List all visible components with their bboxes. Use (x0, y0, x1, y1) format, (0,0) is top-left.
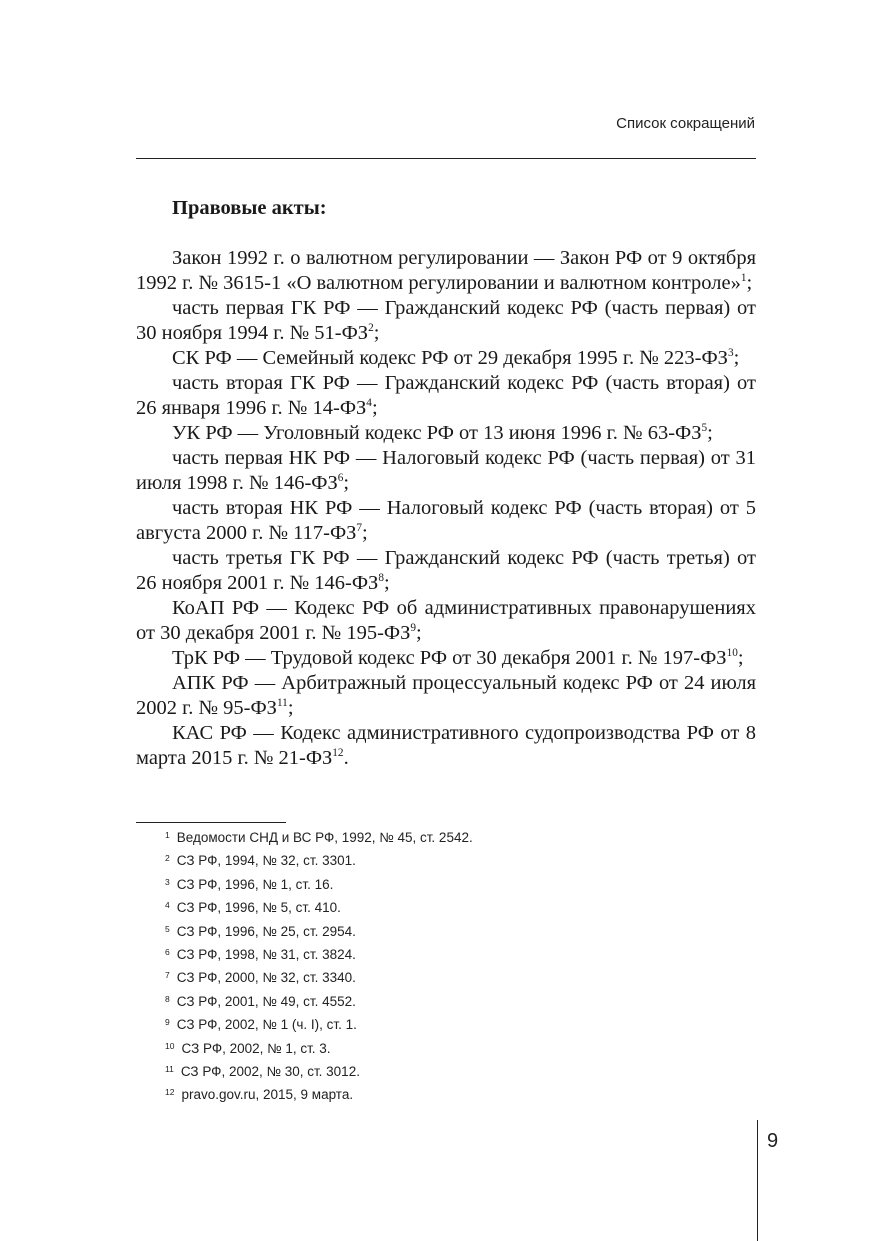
abbreviation-entry (136, 721, 756, 771)
entry-text: ТрК РФ — Трудовой кодекс РФ от 30 декабря 2001 г. № 197-ФЗ (172, 647, 727, 669)
footnote-text: СЗ РФ, 2000, № 32, ст. 3340. (176, 970, 356, 986)
entry-text: часть вторая ГК РФ — Гражданский кодекс РФ (часть вторая) от 26 января 1996 г. № 14-ФЗ (136, 372, 756, 419)
footnote-number: 8 (165, 993, 170, 1004)
abbreviation-entry (136, 546, 756, 596)
footnote-ref: 2 (368, 322, 374, 335)
footnote-ref: 8 (378, 572, 384, 585)
entry-terminator: ; (733, 347, 740, 369)
footnote-rule (136, 822, 286, 823)
entry-text: часть первая НК РФ — Налоговый кодекс РФ (часть первая) от 31 июля 1998 г. № 146-ФЗ (136, 447, 756, 494)
footnote-text: pravo.gov.ru, 2015, 9 марта. (181, 1087, 354, 1103)
entry-text: АПК РФ — Арбитражный процессуальный кодекс РФ от 24 июля 2002 г. № 95-ФЗ (136, 672, 756, 719)
footnote-text: СЗ РФ, 1996, № 1, ст. 16. (176, 876, 334, 892)
abbreviation-entry (136, 371, 756, 421)
header-rule (136, 158, 756, 159)
entry-terminator: ; (343, 472, 350, 494)
footnote-number: 5 (165, 923, 170, 934)
footnote-text: СЗ РФ, 2002, № 1 (ч. I), ст. 1. (176, 1017, 357, 1033)
running-header: Список сокращений (616, 115, 755, 132)
footnote (165, 1060, 725, 1083)
entry-text: КАС РФ — Кодекс административного судопроизводства РФ от 8 марта 2015 г. № 21-ФЗ (136, 722, 756, 769)
footnote (165, 990, 725, 1013)
entry-terminator: ; (416, 622, 422, 644)
footnote-number: 11 (165, 1064, 174, 1075)
footnote (165, 966, 725, 989)
footnote (165, 826, 725, 849)
footnote (165, 943, 725, 966)
entry-text: часть вторая НК РФ — Налоговый кодекс РФ (часть вторая) от 5 августа 2000 г. № 117-ФЗ (136, 497, 756, 544)
entry-text: Закон 1992 г. о валютном регулировании — Закон РФ от 9 октября 1992 г. № 3615-1 «О валютном регулировании и валютном контроле» (136, 247, 756, 294)
footnote-number: 6 (165, 947, 170, 958)
footnote-text: СЗ РФ, 1998, № 31, ст. 3824. (176, 947, 356, 963)
footnote-ref: 5 (701, 422, 708, 435)
footnote (165, 920, 725, 943)
entry-terminator: ; (707, 422, 713, 444)
footnote-ref: 3 (727, 347, 734, 360)
entry-terminator: . (343, 747, 349, 769)
footnote (165, 1037, 725, 1060)
abbreviation-entry (136, 246, 756, 296)
footnote-number: 7 (165, 970, 170, 981)
footnotes (165, 826, 725, 1107)
footnote-number: 4 (165, 900, 170, 911)
abbreviation-entry (136, 496, 756, 546)
entry-text: УК РФ — Уголовный кодекс РФ от 13 июня 1996 г. № 63-ФЗ (172, 422, 702, 444)
footnote-number: 1 (165, 830, 170, 840)
entry-terminator: ; (287, 697, 294, 719)
entry-text: часть третья ГК РФ — Гражданский кодекс РФ (часть третья) от 26 ноября 2001 г. № 146-ФЗ (136, 547, 756, 594)
page-number: 9 (767, 1130, 779, 1152)
entry-text: КоАП РФ — Кодекс РФ об административных правонарушениях от 30 декабря 2001 г. № 195-ФЗ (136, 597, 756, 644)
footnote-text: СЗ РФ, 1996, № 25, ст. 2954. (176, 923, 356, 939)
footnote-text: СЗ РФ, 2002, № 1, ст. 3. (181, 1040, 331, 1056)
footnote-text: СЗ РФ, 2001, № 49, ст. 4552. (176, 993, 356, 1009)
footnote (165, 1083, 725, 1106)
footnote (165, 896, 725, 919)
entry-terminator: ; (383, 572, 390, 594)
footnote-ref: 12 (332, 747, 344, 760)
footnote (165, 1013, 725, 1036)
footnote-ref: 6 (337, 472, 344, 485)
footnote-number: 9 (165, 1017, 170, 1028)
abbreviation-entry (136, 671, 756, 721)
abbreviation-entry (136, 446, 756, 496)
entry-terminator: ; (362, 522, 368, 544)
abbreviation-entry (136, 346, 756, 371)
footnote-ref: 7 (356, 522, 363, 535)
footnote (165, 849, 725, 872)
footnote-number: 10 (165, 1040, 175, 1051)
abbreviation-list (136, 246, 756, 771)
footnote-text: Ведомости СНД и ВС РФ, 1992, № 45, ст. 2542. (176, 830, 473, 845)
footnote (165, 873, 725, 896)
footnote-ref: 4 (366, 397, 372, 410)
entry-terminator: ; (737, 647, 744, 669)
entry-terminator: ; (371, 397, 378, 419)
footnote-text: СЗ РФ, 2002, № 30, ст. 3012. (180, 1064, 360, 1080)
entry-text: СК РФ — Семейный кодекс РФ от 29 декабря 1995 г. № 223-ФЗ (172, 347, 728, 369)
main-content (136, 196, 756, 771)
abbreviation-entry (136, 296, 756, 346)
footnote-ref: 10 (726, 647, 738, 660)
section-heading: Правовые акты: (172, 197, 327, 219)
abbreviation-entry (136, 421, 756, 446)
footnote-text: СЗ РФ, 1996, № 5, ст. 410. (176, 900, 341, 916)
footnote-number: 3 (165, 876, 170, 887)
footnote-ref: 1 (740, 272, 747, 285)
entry-terminator: ; (746, 272, 753, 294)
entry-text: часть первая ГК РФ — Гражданский кодекс РФ (часть первая) от 30 ноября 1994 г. № 51-ФЗ (136, 297, 756, 344)
footnote-ref: 9 (410, 622, 417, 635)
footnote-text: СЗ РФ, 1994, № 32, ст. 3301. (176, 853, 356, 869)
abbreviation-entry (136, 596, 756, 646)
footnote-ref: 11 (276, 697, 288, 710)
footnote-number: 2 (165, 853, 170, 864)
footnote-number: 12 (165, 1087, 175, 1098)
abbreviation-entry (136, 646, 756, 671)
entry-terminator: ; (373, 322, 380, 344)
page-number-rule (757, 1120, 758, 1241)
